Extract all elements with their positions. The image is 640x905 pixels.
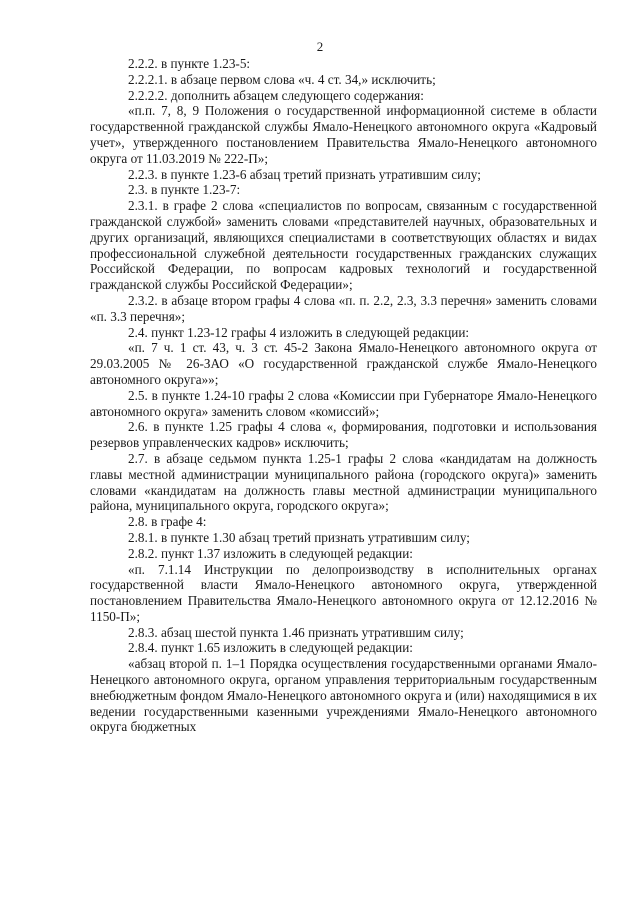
paragraph: 2.8.2. пункт 1.37 изложить в следующей редакции: [128, 545, 413, 561]
paragraph: 2.8. в графе 4: [128, 514, 207, 530]
paragraph: 2.6. в пункте 1.25 графы 4 слова «, формирования, подготовки и использования резервов управленческих кадров» исключить; [90, 419, 597, 451]
paragraph: 2.5. в пункте 1.24-10 графы 2 слова «Комиссии при Губернаторе Ямало-Ненецкого автономного округа» заменить словом «комиссий»; [90, 387, 597, 419]
paragraph: 2.3.2. в абзаце втором графы 4 слова «п. п. 2.2, 2.3, 3.3 перечня» заменить словами «п. 3.3 перечня»; [90, 292, 597, 324]
document-body [90, 56, 597, 735]
paragraph: 2.8.1. в пункте 1.30 абзац третий признать утратившим силу; [128, 529, 470, 545]
paragraph: 2.4. пункт 1.23-12 графы 4 изложить в следующей редакции: [128, 324, 470, 340]
paragraph: 2.8.4. пункт 1.65 изложить в следующей редакции: [128, 640, 413, 656]
paragraph: 2.8.3. абзац шестой пункта 1.46 признать утратившим силу; [128, 624, 464, 640]
paragraph: 2.2.2.1. в абзаце первом слова «ч. 4 ст. 34,» исключить; [128, 71, 436, 87]
paragraph: 2.7. в абзаце седьмом пункта 1.25-1 графы 2 слова «кандидатам на должность главы местной администрации муниципального района (городского округа)» заменить словами «кандидатам на должность главы местной администрации муниципального района, муниципального округа, городского округа»; [90, 450, 597, 514]
paragraph: 2.2.2. в пункте 1.23-5: [128, 56, 251, 71]
paragraph: «п.п. 7, 8, 9 Положения о государственной информационной системе в области государственной гражданской службы Ямало-Ненецкого автономного округа «Кадровый учет», утвержденного постановлением Правительства Ямало-Ненецкого автономного округа от 11.03.2019 № 222-П»; [90, 103, 597, 166]
page-number: 2 [316, 39, 324, 54]
paragraph: «п. 7.1.14 Инструкции по делопроизводству в исполнительных органах государственной власти Ямало-Ненецкого автономного округа, утвержденной постановлением Правительства Ямало-Ненецкого автономного округа от 12.12.2016 № 1150-П»; [90, 561, 597, 624]
paragraph: 2.2.2.2. дополнить абзацем следующего содержания: [128, 87, 424, 103]
paragraph: 2.3. в пункте 1.23-7: [128, 182, 241, 198]
paragraph: «п. 7 ч. 1 ст. 43, ч. 3 ст. 45-2 Закона Ямало-Ненецкого автономного округа от 29.03.2005 № 26-ЗАО «О государственной гражданской службе Ямало-Ненецкого автономного округа»»; [90, 340, 597, 387]
paragraph: 2.2.3. в пункте 1.23-6 абзац третий признать утратившим силу; [128, 166, 481, 182]
paragraph: «абзац второй п. 1–1 Порядка осуществления государственными органами Ямало-Ненецкого автономного округа, органом управления территориальным государственным внебюджетным фондом Ямало-Ненецкого автономного округа и (или) находящимися в их ведении государственными казенными учреждениями Ямало-Ненецкого автономного округа бюджетных [90, 656, 597, 735]
paragraph: 2.3.1. в графе 2 слова «специалистов по вопросам, связанным с государственной гражданской службой» заменить словами «представителей научных, образовательных и других организаций, являющихся специалистами в соответствующих областях и видах профессиональной служебной деятельности государственных гражданских служащих Российской Федерации, по вопросам кадровых технологий и государственной гражданской службы Российской Федерации»; [90, 198, 597, 293]
